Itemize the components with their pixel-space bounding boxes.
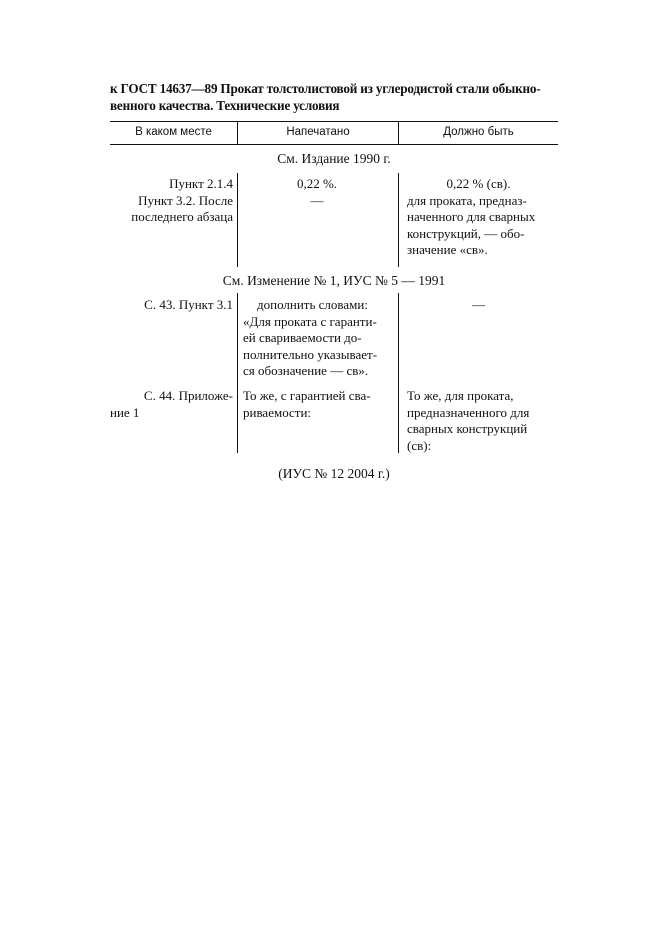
cell-line: С. 43. Пункт 3.1 <box>144 297 233 312</box>
cell-line: дополнить словами: <box>257 297 368 312</box>
cell-line: последнего абзаца <box>131 209 233 224</box>
cell-line: полнительно указывает- <box>243 346 378 362</box>
cell-line: (св): <box>407 437 432 453</box>
document-title <box>110 80 560 114</box>
cell-printed <box>243 176 391 209</box>
cell-should-be <box>407 388 550 454</box>
title-line-1: к ГОСТ 14637—89 Прокат толстолистовой из углеродистой стали обыкно- <box>110 81 541 96</box>
cell-line: ей свариваемости до- <box>243 330 362 345</box>
cell-line: риваемости: <box>243 404 312 420</box>
cell-printed <box>243 388 391 421</box>
header-should-be: Должно быть <box>443 126 514 138</box>
cell-line: Пункт 2.1.4 <box>169 176 233 191</box>
cell-should-be <box>407 176 550 259</box>
cell-where <box>110 176 233 226</box>
header-printed: Напечатано <box>286 126 350 138</box>
cell-printed <box>243 297 391 380</box>
cell-line: для проката, предназ- <box>407 192 527 208</box>
cell-line: — <box>310 192 324 208</box>
document-footer: (ИУС № 12 2004 г.) <box>278 466 390 481</box>
column-divider-2 <box>398 293 399 453</box>
cell-line: — <box>472 297 485 312</box>
cell-line: «Для проката с гаранти- <box>243 313 377 329</box>
section-heading: См. Изменение № 1, ИУС № 5 — 1991 <box>222 273 446 288</box>
cell-line: Пункт 3.2. После <box>138 192 233 208</box>
section-heading: См. Издание 1990 г. <box>277 151 391 166</box>
cell-line: ние 1 <box>110 404 140 420</box>
cell-line: 0,22 % (св). <box>446 176 511 191</box>
cell-line: То же, для проката, <box>407 388 514 403</box>
cell-line: ся обозначение — св». <box>243 363 369 378</box>
table-header-rule <box>110 144 558 145</box>
cell-should-be <box>407 297 550 314</box>
header-where: В каком месте <box>135 126 212 138</box>
cell-line: значение «св». <box>407 242 488 257</box>
cell-line: С. 44. Приложе- <box>143 388 233 403</box>
title-line-2: венного качества. Технические условия <box>110 98 340 113</box>
cell-line: То же, с гарантией сва- <box>243 388 371 403</box>
column-divider-1 <box>237 173 238 267</box>
cell-line: конструкций, — обо- <box>407 225 525 241</box>
column-divider-2 <box>398 173 399 267</box>
cell-line: наченного для сварных <box>407 209 536 224</box>
column-divider-1 <box>237 293 238 453</box>
table-top-rule <box>110 121 558 122</box>
cell-where <box>110 388 233 421</box>
cell-line: предназначенного для <box>407 404 530 420</box>
cell-line: сварных конструкций <box>407 421 528 436</box>
cell-line: 0,22 %. <box>296 176 338 191</box>
cell-where <box>110 297 233 314</box>
